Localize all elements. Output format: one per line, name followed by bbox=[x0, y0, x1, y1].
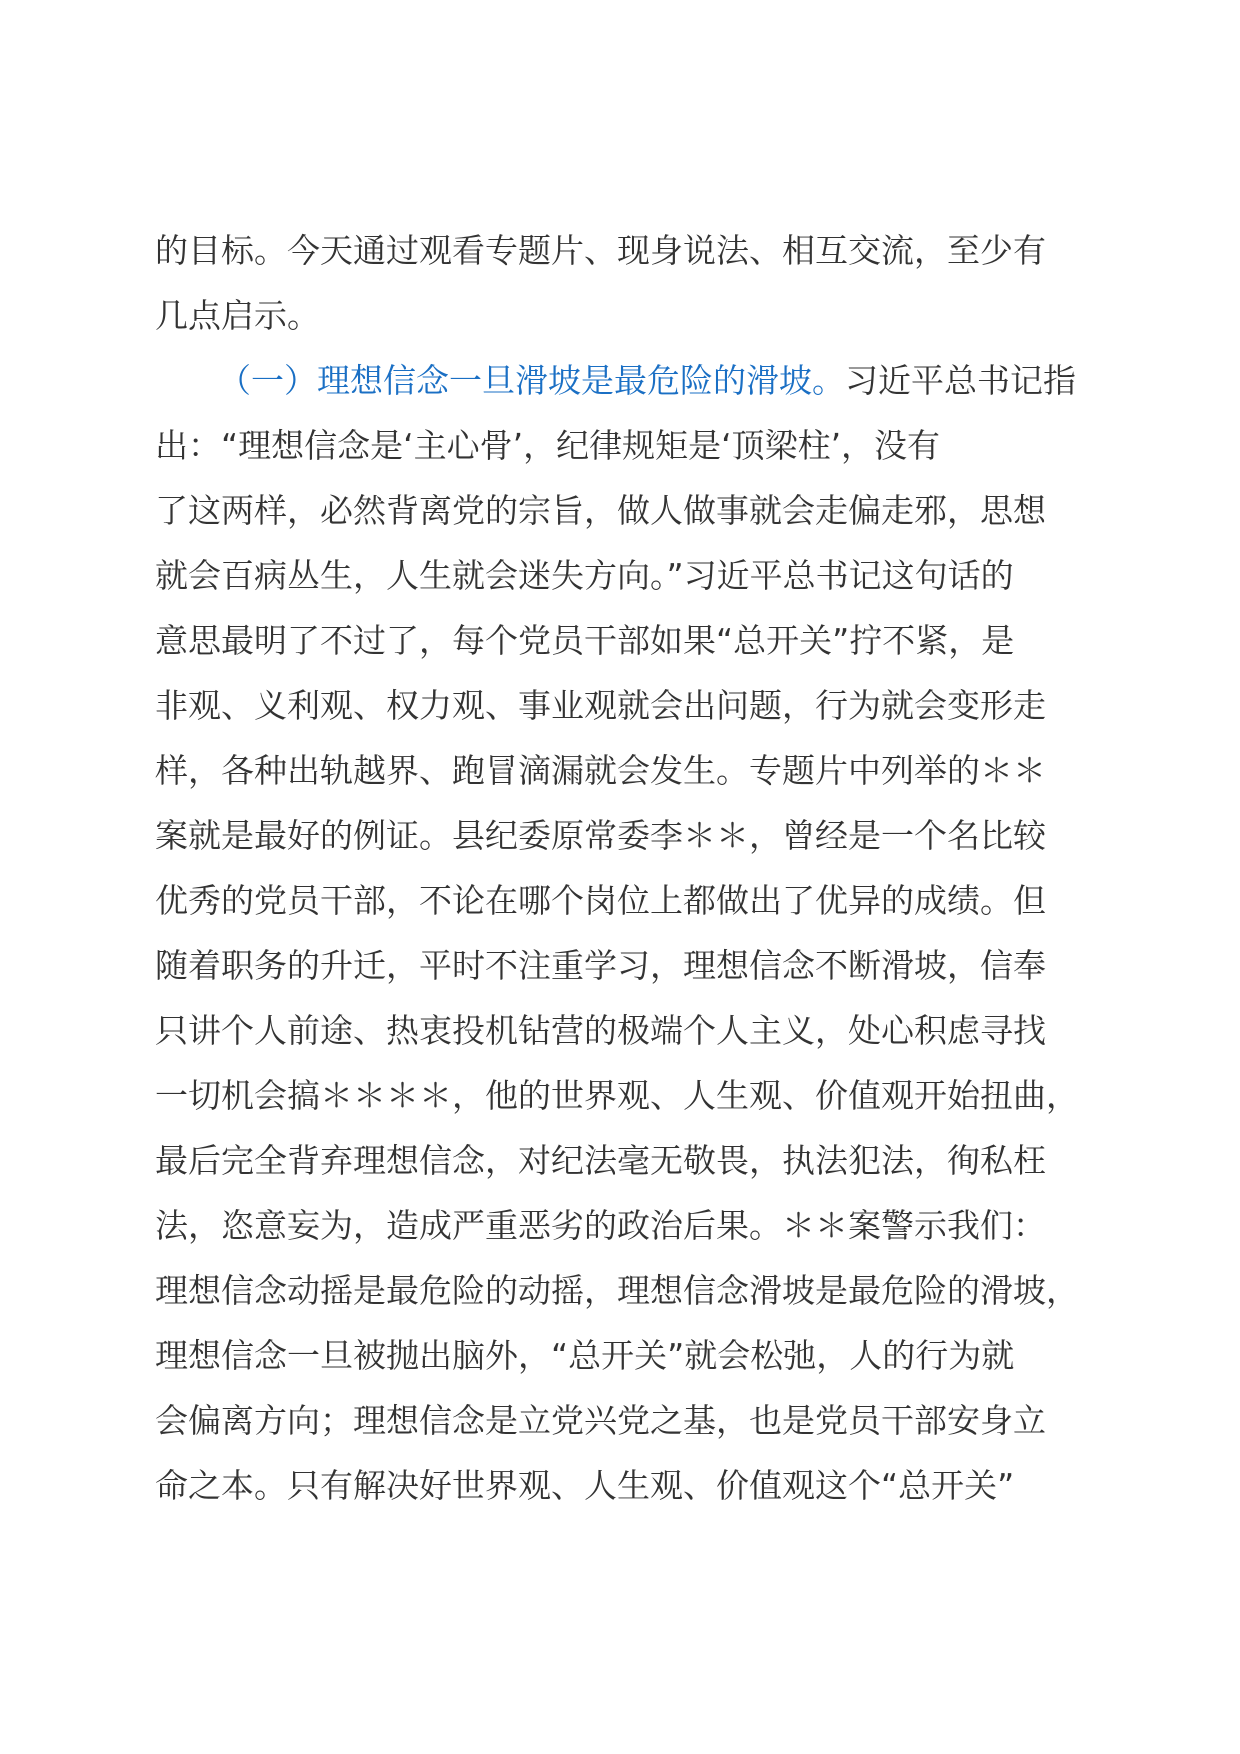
paragraph-line: 几点启示。 bbox=[155, 296, 320, 335]
paragraph-text: 习近平总书记指 bbox=[845, 361, 1076, 400]
paragraph-line: 的目标。今天通过观看专题片、现身说法、相互交流，至少有 bbox=[155, 231, 1046, 270]
document-body bbox=[155, 218, 1085, 1518]
paragraph-line: 了这两样，必然背离党的宗旨，做人做事就会走偏走邪，思想 bbox=[155, 491, 1046, 530]
paragraph-line: 非观、义利观、权力观、事业观就会出问题，行为就会变形走 bbox=[155, 686, 1046, 725]
section-heading: （一）理想信念一旦滑坡是最危险的滑坡。 bbox=[218, 361, 845, 400]
paragraph-line: 随着职务的升迁，平时不注重学习，理想信念不断滑坡，信奉 bbox=[155, 946, 1046, 985]
paragraph-line: 样，各种出轨越界、跑冒滴漏就会发生。专题片中列举的＊＊ bbox=[155, 751, 1046, 790]
paragraph-line: 意思最明了不过了，每个党员干部如果“总开关”拧不紧，是 bbox=[155, 621, 1015, 660]
section-heading-line bbox=[155, 348, 1085, 413]
paragraph-line: 出：“理想信念是‘主心骨’，纪律规矩是‘顶梁柱’，没有 bbox=[155, 426, 941, 465]
paragraph-line: 案就是最好的例证。县纪委原常委李＊＊，曾经是一个名比较 bbox=[155, 816, 1046, 855]
paragraph-line: 最后完全背弃理想信念，对纪法毫无敬畏，执法犯法，徇私枉 bbox=[155, 1141, 1046, 1180]
paragraph-line: 命之本。只有解决好世界观、人生观、价值观这个“总开关” bbox=[155, 1466, 1015, 1505]
paragraph-line: 理想信念一旦被抛出脑外，“总开关”就会松弛，人的行为就 bbox=[155, 1336, 1015, 1375]
paragraph-line: 就会百病丛生，人生就会迷失方向。”习近平总书记这句话的 bbox=[155, 556, 1014, 595]
paragraph-line: 一切机会搞＊＊＊＊，他的世界观、人生观、价值观开始扭曲， bbox=[155, 1076, 1079, 1115]
paragraph-line: 优秀的党员干部，不论在哪个岗位上都做出了优异的成绩。但 bbox=[155, 881, 1046, 920]
paragraph-line: 只讲个人前途、热衷投机钻营的极端个人主义，处心积虑寻找 bbox=[155, 1011, 1046, 1050]
paragraph-line: 理想信念动摇是最危险的动摇，理想信念滑坡是最危险的滑坡， bbox=[155, 1271, 1079, 1310]
paragraph-line: 法，恣意妄为，造成严重恶劣的政治后果。＊＊案警示我们： bbox=[155, 1206, 1046, 1245]
paragraph-line: 会偏离方向；理想信念是立党兴党之基，也是党员干部安身立 bbox=[155, 1401, 1046, 1440]
